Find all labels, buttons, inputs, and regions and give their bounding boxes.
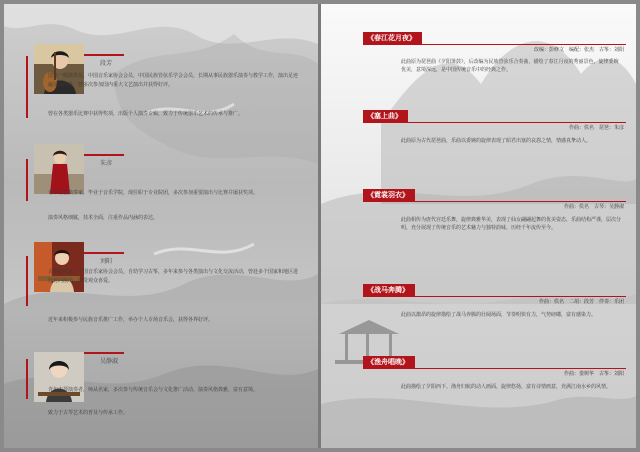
name-accent-bar: [84, 154, 124, 156]
photo-accent-bar: [26, 359, 28, 399]
performer-name: 段芳: [100, 60, 113, 67]
performer-bio: 国家一级演奏员，中国音乐家协会会员，中国民族管弦乐学会会员，长期从事民族器乐演奏与教学工作，演出足迹遍及海内外，曾多次参加国内重大文艺演出并获得好评。: [48, 73, 299, 88]
program-title: 《渔舟唱晚》: [363, 356, 415, 368]
program-page: [321, 4, 636, 448]
brochure-spread: [4, 4, 636, 448]
performer-bio: 古筝演奏家，中国音乐家协会会员，自幼学习古筝，多年来参与各类演出与文化交流活动，曾赴多个国家和地区进行访问演出，深受观众喜爱。: [48, 269, 299, 284]
performers-page: [4, 4, 318, 448]
photo-accent-bar: [26, 56, 28, 118]
program-credit: 作曲：娄树华 古筝：刘阳: [563, 371, 624, 377]
program-description: 此曲原为琵琶曲《夕阳箫鼓》，后改编为民族管弦乐合奏曲，描绘了春江月夜的秀丽景色，旋律委婉优美，意境深远，是中国传统音乐中的经典之作。: [401, 59, 619, 73]
performer-name: 刘阳: [100, 258, 113, 265]
title-underline: [363, 368, 626, 369]
program-description: 此曲相传为唐代宫廷乐舞，旋律典雅华美，表现了仙女翩翩起舞的优美姿态，乐曲结构严谨，层次分明，充分展现了传统音乐的艺术魅力与独特韵味，历经千年流传至今。: [401, 217, 622, 231]
program-credit: 作曲：佚名 古琴：吴静淑: [563, 204, 624, 210]
performer-bio-extra: 曾在各类器乐比赛中获得奖项，出版个人演奏专辑，致力于传统器乐艺术的传承与推广。: [48, 111, 244, 117]
title-underline: [363, 122, 626, 123]
program-title: 《春江花月夜》: [363, 32, 422, 44]
performer-bio: 青年古琴演奏者，师从名家，多次参与传统音乐会与文化推广活动，演奏风格典雅，富有意境。: [48, 387, 259, 393]
performer-bio-extra: 致力于古琴艺术的普及与传承工作。: [48, 410, 129, 416]
performer-name: 朱彦: [100, 160, 113, 167]
performer-photo: [34, 352, 84, 402]
title-underline: [363, 44, 626, 45]
performer-bio-extra: 演奏风格细腻，技术全面，注重作品内涵的表达。: [48, 215, 159, 221]
program-credit: 作曲：佚名 琵琶：朱彦: [568, 125, 624, 131]
program-credit: 改编：彭修文 编配：张杰 古筝：刘阳: [533, 47, 624, 53]
program-title: 《霓裳羽衣》: [363, 189, 415, 201]
name-accent-bar: [84, 54, 124, 56]
program-description: 此曲描绘了夕阳西下、渔舟归航的动人画面，旋律悠扬，富有诗情画意，充满江南水乡的风情。: [401, 384, 612, 390]
performer-bio-extra: 近年来积极参与民族音乐推广工作，举办个人专场音乐会，获得各界好评。: [48, 317, 214, 323]
performer-photo: [34, 144, 84, 194]
photo-accent-bar: [26, 256, 28, 306]
program-title: 《战马奔腾》: [363, 284, 415, 296]
title-underline: [363, 296, 626, 297]
name-accent-bar: [84, 352, 124, 354]
name-accent-bar: [84, 252, 124, 254]
program-credit: 作曲：佚名 二胡：段芳 伴奏：乐团: [538, 299, 624, 305]
program-title: 《塞上曲》: [363, 110, 408, 122]
program-description: 此曲以激昂的旋律描绘了战马奔腾的壮阔场面，节奏明快有力，气势磅礴，富有感染力。: [401, 312, 597, 318]
title-underline: [363, 201, 626, 202]
performer-name: 吴静淑: [100, 358, 119, 365]
performer-bio: 青年琵琶演奏家，毕业于音乐学院，现任职于专业院团，多次参加重要演出与比赛并屡获奖项。: [48, 190, 259, 196]
program-description: 此曲原为古代琵琶曲，乐曲以委婉的旋律表现了昭君出塞的哀怨之情，情感真挚动人。: [401, 138, 592, 144]
photo-accent-bar: [26, 159, 28, 201]
